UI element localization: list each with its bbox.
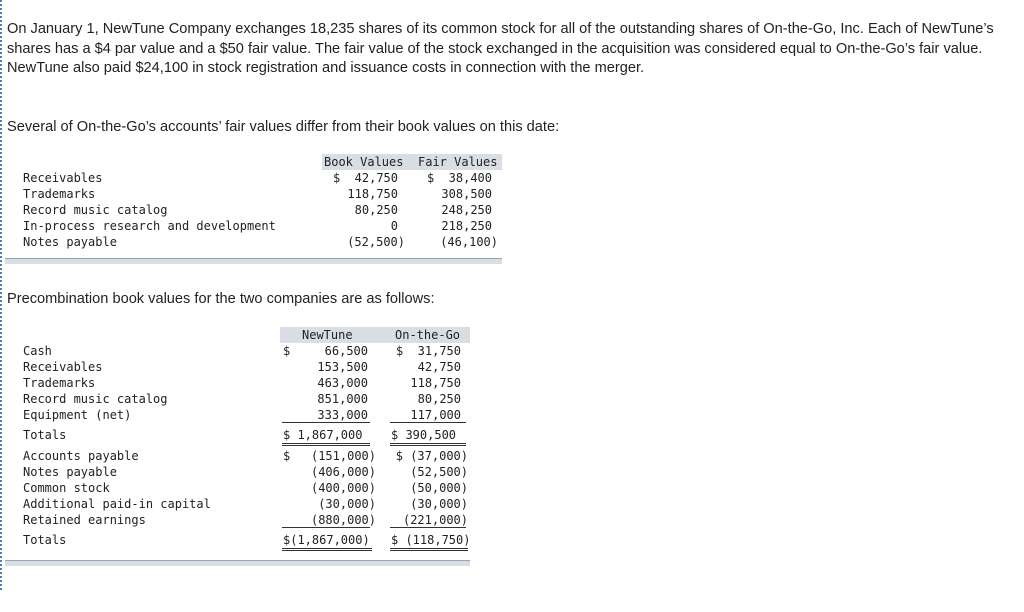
account-name: Common stock xyxy=(23,481,110,495)
book-value: (52,500) xyxy=(347,235,405,249)
table-row xyxy=(20,375,480,391)
onthego-value: (52,500) xyxy=(410,465,468,479)
account-name: Cash xyxy=(23,344,52,358)
totals-label: Totals xyxy=(23,533,67,547)
book-value: $ 42,750 xyxy=(332,171,398,185)
precombination-footer-bar xyxy=(5,560,470,566)
table-row xyxy=(20,186,500,202)
account-name: Retained earnings xyxy=(23,513,146,527)
onthego-value: (30,000) xyxy=(410,497,468,511)
newtune-total: $ 1,867,000 xyxy=(283,428,363,442)
fair-value-intro: Several of On-the-Go’s accounts’ fair values differ from their book values on this date: xyxy=(7,119,560,135)
account-name: Equipment (net) xyxy=(23,408,132,422)
table-row xyxy=(20,512,480,528)
account-name: Notes payable xyxy=(23,465,117,479)
book-value: 118,750 xyxy=(347,187,398,201)
account-name: Trademarks xyxy=(23,187,96,201)
onthego-value: (221,000) xyxy=(402,513,468,527)
precombination-table xyxy=(20,327,490,552)
intro-paragraph: On January 1, NewTune Company exchanges 18,235 shares of its common stock for all of the outstanding shares of On-the-Go, Inc. Each of NewTune’s shares has a $4 par value and a $50 fair value. The fair value of the stock exchanged in the acquisition was considered equal to On-the-Go’s fair value. NewTune also paid $24,100 in stock registration and issuance costs in connection with the merger. xyxy=(7,21,994,76)
table-row xyxy=(20,391,480,407)
book-value: 0 xyxy=(390,219,398,233)
account-name: Receivables xyxy=(23,171,103,185)
totals-row xyxy=(20,532,480,548)
account-name: Trademarks xyxy=(23,376,96,390)
onthego-value: 118,750 xyxy=(410,376,461,390)
fair-value: $ 38,400 xyxy=(426,171,492,185)
account-name: Receivables xyxy=(23,360,103,374)
left-dotted-rule xyxy=(0,0,2,592)
col-header-newtune: NewTune xyxy=(302,328,353,342)
account-name: Additional paid-in capital xyxy=(23,497,211,511)
dollar-sign: $ xyxy=(283,449,291,463)
newtune-value: 66,500 xyxy=(324,344,368,358)
totals-label: Totals xyxy=(23,428,67,442)
table-row xyxy=(20,464,480,480)
table-row xyxy=(20,234,500,250)
book-value: 80,250 xyxy=(354,203,398,217)
table-row xyxy=(20,202,500,218)
onthego-total: $ (118,750) xyxy=(391,533,471,547)
account-name: In-process research and development xyxy=(23,219,276,233)
col-header-fair-values: Fair Values xyxy=(418,155,498,169)
table-row xyxy=(20,343,480,359)
newtune-value: (30,000) xyxy=(318,497,376,511)
account-name: Record music catalog xyxy=(23,203,168,217)
onthego-value: $ (37,000) xyxy=(395,449,468,463)
table-row xyxy=(20,170,500,186)
col-header-book-values: Book Values xyxy=(324,155,404,169)
newtune-value: 153,500 xyxy=(317,360,368,374)
dollar-sign: $ xyxy=(283,344,291,358)
fair-value: (46,100) xyxy=(440,235,498,249)
newtune-value: 333,000 xyxy=(317,408,368,422)
table-row xyxy=(20,448,480,464)
onthego-value: (50,000) xyxy=(410,481,468,495)
col-header-onthego: On-the-Go xyxy=(395,328,461,342)
newtune-value: 851,000 xyxy=(317,392,368,406)
table-row xyxy=(20,496,480,512)
fair-value: 218,250 xyxy=(441,219,492,233)
newtune-value: (400,000) xyxy=(310,481,376,495)
fair-value: 308,500 xyxy=(441,187,492,201)
totals-row xyxy=(20,427,480,443)
onthego-value: 117,000 xyxy=(410,408,461,422)
onthego-value: $ 31,750 xyxy=(395,344,461,358)
account-name: Accounts payable xyxy=(23,449,139,463)
newtune-value: 463,000 xyxy=(317,376,368,390)
table-row xyxy=(20,407,480,423)
newtune-value: (406,000) xyxy=(310,465,376,479)
fair-value-footer-bar xyxy=(5,258,502,264)
onthego-total: $ 390,500 xyxy=(391,428,457,442)
account-name: Notes payable xyxy=(23,235,117,249)
newtune-value: (151,000) xyxy=(310,449,376,463)
table-row xyxy=(20,480,480,496)
precombination-intro: Precombination book values for the two companies are as follows: xyxy=(7,291,435,307)
fair-value-table xyxy=(20,154,510,254)
onthego-value: 42,750 xyxy=(417,360,461,374)
newtune-total: $(1,867,000) xyxy=(283,533,370,547)
account-name: Record music catalog xyxy=(23,392,168,406)
table-row xyxy=(20,359,480,375)
newtune-value: (880,000) xyxy=(310,513,376,527)
table-row xyxy=(20,218,500,234)
onthego-value: 80,250 xyxy=(417,392,461,406)
fair-value: 248,250 xyxy=(441,203,492,217)
